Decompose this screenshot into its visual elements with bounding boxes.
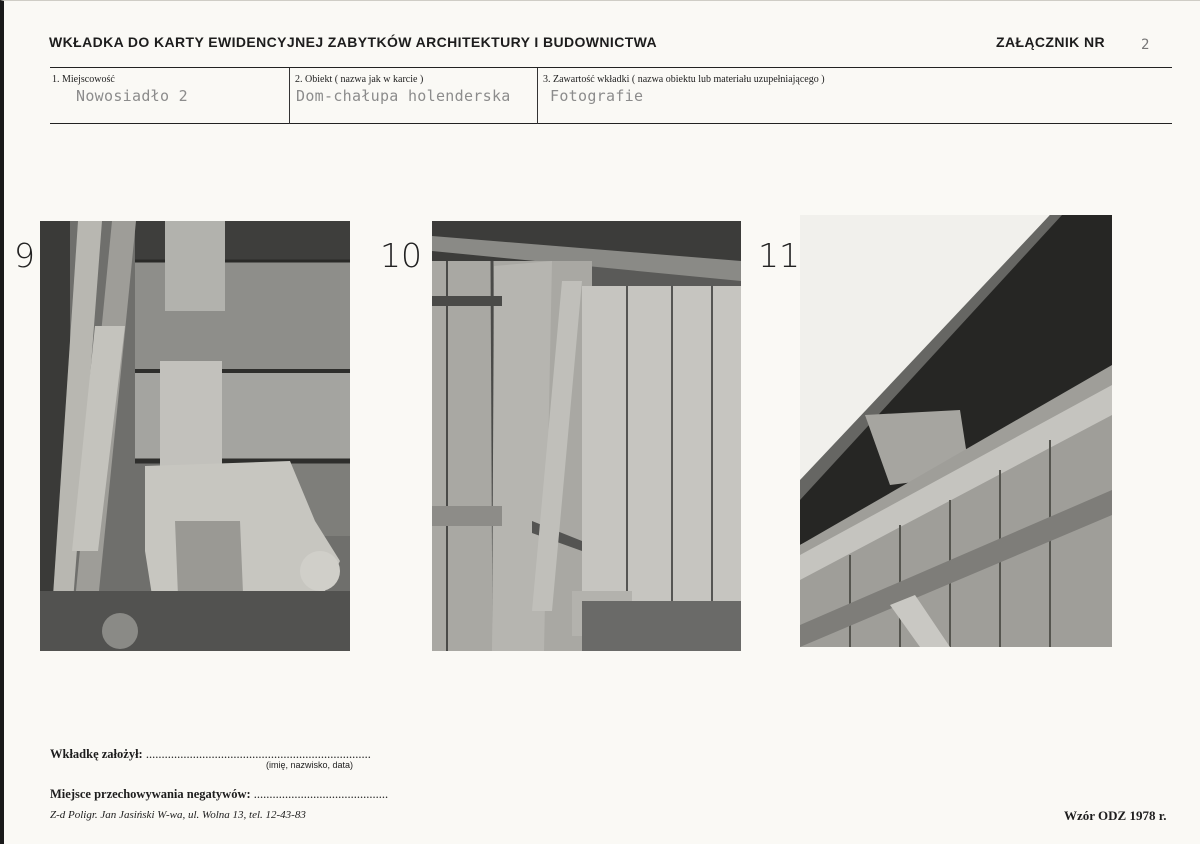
- negatives-label: Miejsce przechowywania negatywów:: [50, 787, 251, 801]
- annex-label: ZAŁĄCZNIK NR: [996, 34, 1106, 50]
- field-divider: [289, 68, 290, 124]
- form-code: Wzór ODZ 1978 r.: [1064, 808, 1167, 823]
- header-bottom-rule: [50, 123, 1172, 124]
- printer-imprint: Z-d Poligr. Jan Jasiński W-wa, ul. Wolna 13, tel. 12-43-83: [50, 809, 306, 821]
- photo-number-10: 10: [380, 236, 422, 275]
- photo-11-roof-eaves: [800, 215, 1112, 647]
- document-title: WKŁADKA DO KARTY EWIDENCYJNEJ ZABYTKÓW ARCHITEKTURY I BUDOWNICTWA: [49, 34, 658, 50]
- created-by-hint: (imię, nazwisko, data): [266, 760, 354, 770]
- photo-number-9: 9: [14, 236, 35, 275]
- annex-number: 2: [1141, 37, 1150, 53]
- field-value-object: Dom-chałupa holenderska: [296, 87, 511, 105]
- created-by-label: Wkładkę założył:: [50, 747, 143, 761]
- header-top-rule: [50, 67, 1172, 68]
- photo-10-plank-door: [432, 221, 741, 651]
- field-label-locality: 1. Miejscowość: [52, 74, 115, 85]
- field-value-contents: Fotografie: [550, 87, 644, 105]
- field-label-contents: 3. Zawartość wkładki ( nazwa obiektu lub materiału uzupełniającego ): [543, 74, 825, 85]
- photo-9-log-corner: [40, 221, 350, 651]
- field-label-object: 2. Obiekt ( nazwa jak w karcie ): [295, 74, 424, 85]
- photo-number-11: 11: [758, 236, 800, 275]
- negatives-location-field: [50, 787, 388, 802]
- negatives-dots: ...........................................: [253, 787, 389, 801]
- field-value-locality: Nowosiadło 2: [76, 87, 188, 105]
- created-by-dots: ........................................................................: [145, 747, 371, 761]
- field-divider: [537, 68, 538, 124]
